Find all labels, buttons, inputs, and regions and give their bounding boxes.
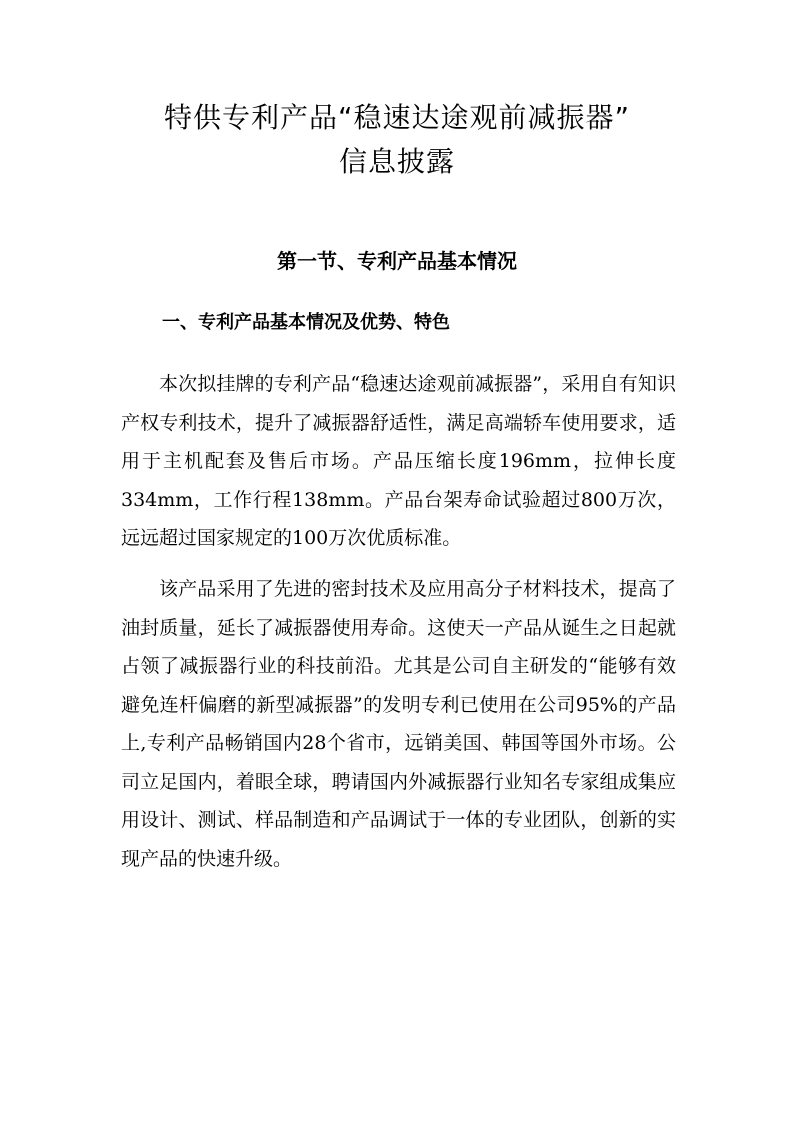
sub-heading: 一、专利产品基本情况及优势、特色 — [162, 312, 450, 333]
body-paragraph-1: 本次拟挂牌的专利产品“稳速达途观前减振器”，采用自有知识产权专利技术，提升了减振器舒适性，满足高端轿车使用要求，适用于主机配套及售后市场。产品压缩长度196mm，拉伸长度334mm，工作行程138mm。产品台架寿命试验超过800万次，远远超过国家规定的100万次优质标准。 — [121, 373, 676, 549]
section-heading: 第一节、专利产品基本情况 — [277, 249, 517, 273]
document-title-line-1: 特供专利产品“稳速达途观前减振器” — [163, 101, 630, 134]
body-paragraph-2: 该产品采用了先进的密封技术及应用高分子材料技术，提高了油封质量，延长了减振器使用寿命。这使天一产品从诞生之日起就占领了减振器行业的科技前沿。尤其是公司自主研发的“能够有效避免连杆偏磨的新型减振器”的发明专利已使用在公司95%的产品上,专利产品畅销国内28个省市，远销美国、韩国等国外市场。公司立足国内，着眼全球，聘请国内外减振器行业知名专家组成集应用设计、测试、样品制造和产品调试于一体的专业团队，创新的实现产品的快速升级。 — [121, 578, 676, 870]
document-title-line-2: 信息披露 — [338, 145, 455, 178]
